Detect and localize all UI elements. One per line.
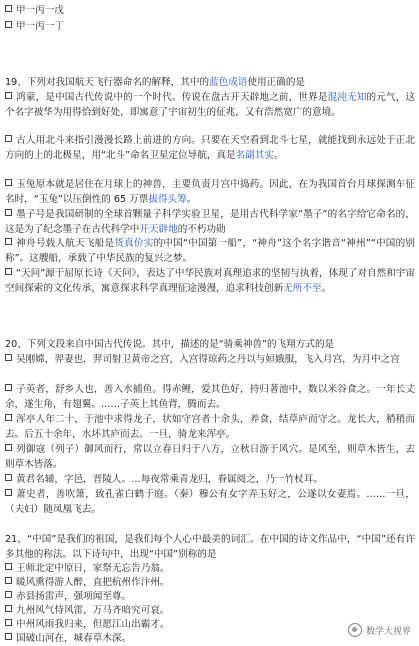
q21-option-5: 中州风雨我归来，但愿江山出霸才。 [5, 618, 415, 632]
q20-stem: 20、下列文段来自中国古代传说。其中，描述的是“骑乘神兽”的飞翔方式的是 [5, 339, 335, 350]
q20-option-3: 浑亭人年二十，于池中求得龙子，状如守宫者十余头，养食，结草庐而守之。龙长大，稍稍而去。后五十余年，水坏其庐而去。一旦，骑龙来浑亭。 [5, 414, 415, 440]
checkbox-icon [5, 414, 12, 421]
q19-stem: 19、下列对我国航天飞行器命名的解释，其中的蓝色成语使用正确的是 [5, 77, 306, 88]
checkbox-icon [5, 577, 12, 584]
watermark [348, 623, 411, 637]
q20-option-6: 萧史者，善吹箫，致孔雀白鹤于庭。（秦）穆公有女字弄玉好之，公遂以女妻焉。……一旦，（夫妇）随凤凰飞去。 [5, 489, 415, 515]
watermark-text: 数学大视界 [365, 626, 411, 637]
q20-option-5: 黄君名辅，字邑，晋陵人。…每夜常乘青龙归，眷属阅之，乃一竹杖耳。 [5, 473, 415, 488]
checkbox-icon [5, 5, 12, 12]
q19-option-5: 神舟号载人航天飞船是货真价实的中国“中国第一船”，“神舟”这个名字谐音“神州”“中国的别称”。这艘船，承载了中华民族的复兴之梦。 [5, 238, 416, 264]
checkbox-icon [5, 619, 12, 626]
checkbox-icon [5, 384, 12, 391]
checkbox-icon [5, 209, 12, 216]
q21-option-3: 赤县扬雷声，强项闻至尊。 [5, 590, 415, 604]
q21-stem: 21、“中国”是我们的祖国，是我们每个人心中最美的词汇。在中国的诗文作品中，“中国”还有许多其他的称法。以下诗句中，出现“中国”别称的是 [5, 534, 415, 560]
wechat-logo-icon [348, 623, 362, 637]
q20-option-1: 吴刚嫦，羿妻也，羿司射卫黄帝之宫，入宫得琼药之丹以与姮娥服，飞入月宫，为月中之宫 [5, 353, 415, 368]
q20-option-2: 子英者，舒乡人也，善入水捕鱼。得赤鲤，爱其色好，持归著池中，数以米谷食之。一年长丈余，遂生角，有翅翼。……子英上其鱼背，腾而去。 [5, 384, 415, 410]
q19-option-1: 鸿蒙，是中国古代传说中的一个时代。传说在盘古开天辟地之前，世界是混沌无知的元气，这个名字被华为用得恰到好处，即寓意了宇宙初生的征兆，又有浩然宽广的意境。 [5, 92, 416, 118]
checkbox-icon [5, 268, 12, 275]
q19-option-3: 玉兔原本就是居住在月球上的神兽，主要负责月宫中捣药。因此，在为我国首台月球探测车征名时，“玉兔”以压倒性的 65 万票拔得头筹。 [5, 179, 415, 205]
checkbox-icon [5, 92, 12, 99]
checkbox-icon [5, 605, 12, 612]
checkbox-icon [5, 591, 12, 598]
checkbox-icon [5, 238, 12, 245]
q19-option-2: 古人用北斗来指引漫漫长路上前进的方向。只要在天空看到北斗七星，就能找到永远处于正北方向的上的北极星，用“北斗”命名卫星定位导航，真是名副其实。 [5, 135, 415, 161]
checkbox-icon [5, 633, 12, 640]
q21-option-1: 王师北定中原日，家祭无忘告乃翁。 [5, 562, 415, 576]
q21-option-2: 暖风熏得游人醉，直把杭州作汴州。 [5, 576, 415, 590]
checkbox-icon [5, 21, 12, 28]
q19-option-4: 墨子号是我国研制的全球首颗量子科学实验卫星，是用古代科学家“墨子”的名字给它命名的，这是为了纪念墨子在古代科学中开天辟地的不朽功勋 [5, 209, 415, 235]
q19-option-6: “天问”源于屈原长诗《天问》，表达了中华民族对真理追求的坚韧与执着，体现了对自然和宇宙空间探索的文化传承，寓意探求科学真理征途漫漫，追求科技创新无所不至。 [5, 268, 415, 294]
checkbox-icon [5, 354, 12, 361]
checkbox-icon [5, 179, 12, 186]
q21-option-4: 九州风气恃风雷，万马齐喑究可哀。 [5, 604, 415, 618]
top-option-2: 甲一丙一丁 [5, 20, 415, 34]
checkbox-icon [5, 563, 12, 570]
checkbox-icon [5, 474, 12, 481]
q20-option-4: 列御寇（列子）御风而行，常以立春日归于八方，立秋日游于风穴。是风至，则草木皆生，去则草木皆落。 [5, 444, 415, 470]
checkbox-icon [5, 135, 12, 142]
checkbox-icon [5, 444, 12, 451]
q21-option-6: 国破山河在，城春草木深。 [5, 632, 415, 646]
checkbox-icon [5, 489, 12, 496]
top-option-1: 甲一丙一戊 [5, 4, 415, 18]
